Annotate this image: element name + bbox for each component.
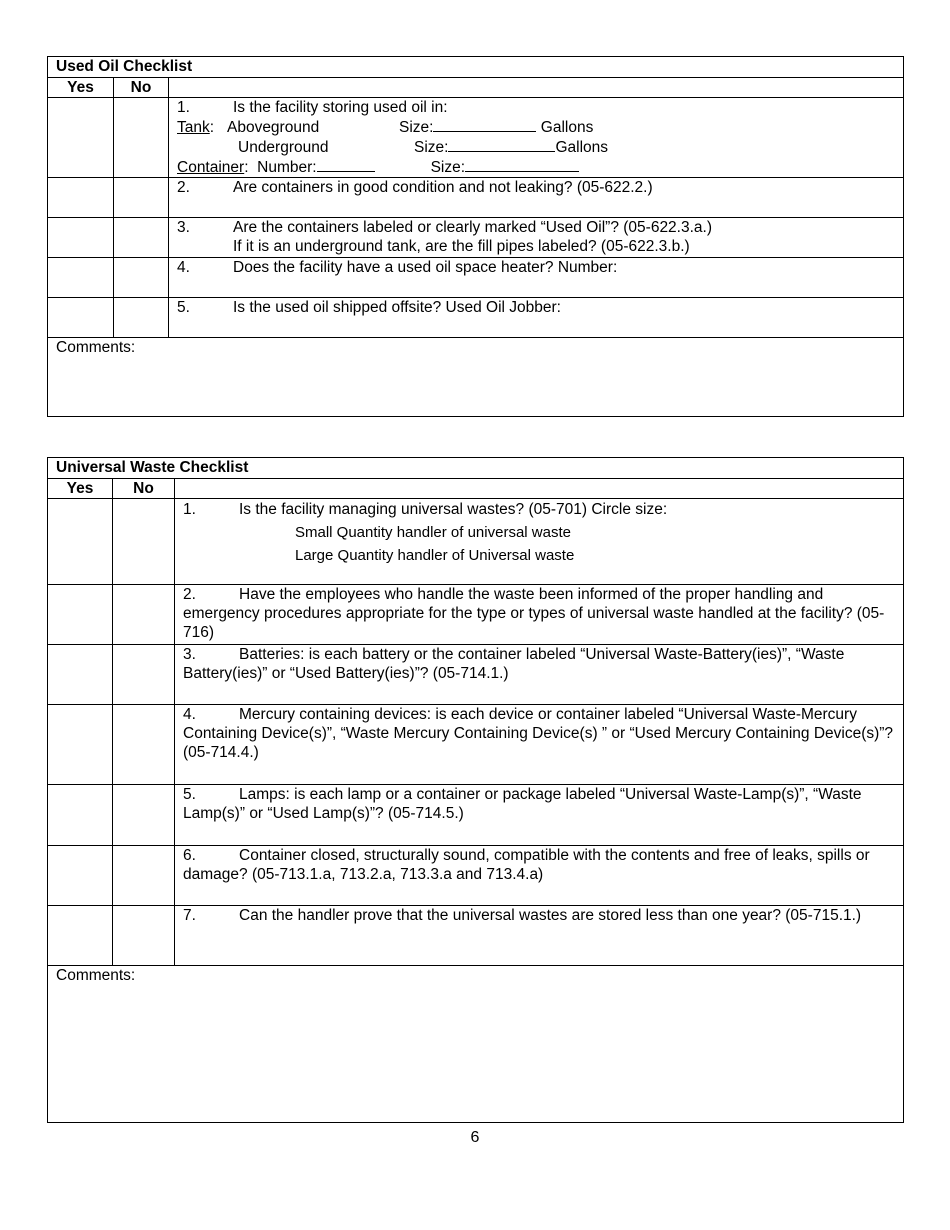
used-oil-checklist — [47, 56, 904, 417]
yes-cell[interactable] — [48, 258, 114, 298]
yes-cell[interactable] — [48, 499, 113, 585]
used-oil-comments[interactable]: Comments: — [48, 338, 904, 417]
yes-cell[interactable] — [48, 298, 114, 338]
no-cell[interactable] — [114, 298, 169, 338]
yes-cell[interactable] — [48, 705, 113, 785]
no-cell[interactable] — [113, 585, 175, 645]
col-no-header: No — [113, 479, 175, 499]
no-cell[interactable] — [114, 98, 169, 178]
universal-waste-checklist — [47, 457, 904, 1123]
no-cell[interactable] — [114, 178, 169, 218]
no-cell[interactable] — [113, 785, 175, 846]
question-6: 6. Container closed, structurally sound, compatible with the contents and free of leaks, spills or damage? (05-713.1.a, 713.2.a, 713.3.a and 713.4.a) — [175, 846, 904, 906]
question-4: 4. Mercury containing devices: is each device or container labeled “Universal Waste-Mercury Containing Device(s)”, “Waste Mercury Containing Device(s) ” or “Used Mercury Containing Device(s)”? (05-714.4.) — [175, 705, 904, 785]
no-cell[interactable] — [114, 258, 169, 298]
tank-under-size-field[interactable] — [448, 137, 555, 152]
question-2: 2. Have the employees who handle the waste been informed of the proper handling and emergency procedures appropriate for the type or types of universal waste handled at the facility? (05-716) — [175, 585, 904, 645]
tank-above-size-field[interactable] — [433, 117, 536, 132]
yes-cell[interactable] — [48, 178, 114, 218]
universal-waste-comments[interactable]: Comments: — [48, 966, 904, 1123]
yes-cell[interactable] — [48, 906, 113, 966]
yes-cell[interactable] — [48, 585, 113, 645]
no-cell[interactable] — [113, 705, 175, 785]
container-number-field[interactable] — [317, 157, 375, 172]
question-2: 2. Are containers in good condition and not leaking? (05-622.2.) — [169, 178, 904, 218]
col-no-header: No — [114, 78, 169, 98]
no-cell[interactable] — [113, 846, 175, 906]
question-3: 3. Batteries: is each battery or the container labeled “Universal Waste-Battery(ies)”, “Waste Battery(ies)” or “Used Battery(ies)”? (05-714.1.) — [175, 645, 904, 705]
col-yes-header: Yes — [48, 479, 113, 499]
page-number: 6 — [470, 1129, 480, 1146]
question-5: 5. Is the used oil shipped offsite? Used Oil Jobber: — [169, 298, 904, 338]
question-1: 1. Is the facility managing universal wastes? (05-701) Circle size: Small Quantity handler of universal waste Large Quantity handler of Universal waste — [175, 499, 904, 585]
question-3: 3. Are the containers labeled or clearly marked “Used Oil”? (05-622.3.a.) If it is an underground tank, are the fill pipes labeled? (05-622.3.b.) — [169, 218, 904, 258]
option-small-quantity[interactable]: Small Quantity handler of universal waste — [295, 524, 571, 541]
yes-cell[interactable] — [48, 645, 113, 705]
col-yes-header: Yes — [48, 78, 114, 98]
yes-cell[interactable] — [48, 846, 113, 906]
option-large-quantity[interactable]: Large Quantity handler of Universal waste — [295, 547, 575, 564]
used-oil-title: Used Oil Checklist — [48, 57, 904, 78]
yes-cell[interactable] — [48, 98, 114, 178]
no-cell[interactable] — [113, 906, 175, 966]
no-cell[interactable] — [113, 499, 175, 585]
no-cell[interactable] — [113, 645, 175, 705]
container-size-field[interactable] — [465, 157, 579, 172]
yes-cell[interactable] — [48, 785, 113, 846]
question-7: 7. Can the handler prove that the universal wastes are stored less than one year? (05-715.1.) — [175, 906, 904, 966]
question-4: 4. Does the facility have a used oil space heater? Number: — [169, 258, 904, 298]
universal-waste-title: Universal Waste Checklist — [48, 458, 904, 479]
yes-cell[interactable] — [48, 218, 114, 258]
question-1: 1. Is the facility storing used oil in: Tank: Aboveground Size: Gallons Underground Size: Gallons Container: Number: Size: — [169, 98, 904, 178]
no-cell[interactable] — [114, 218, 169, 258]
question-5: 5. Lamps: is each lamp or a container or package labeled “Universal Waste-Lamp(s)”, “Waste Lamp(s)” or “Used Lamp(s)”? (05-714.5.) — [175, 785, 904, 846]
